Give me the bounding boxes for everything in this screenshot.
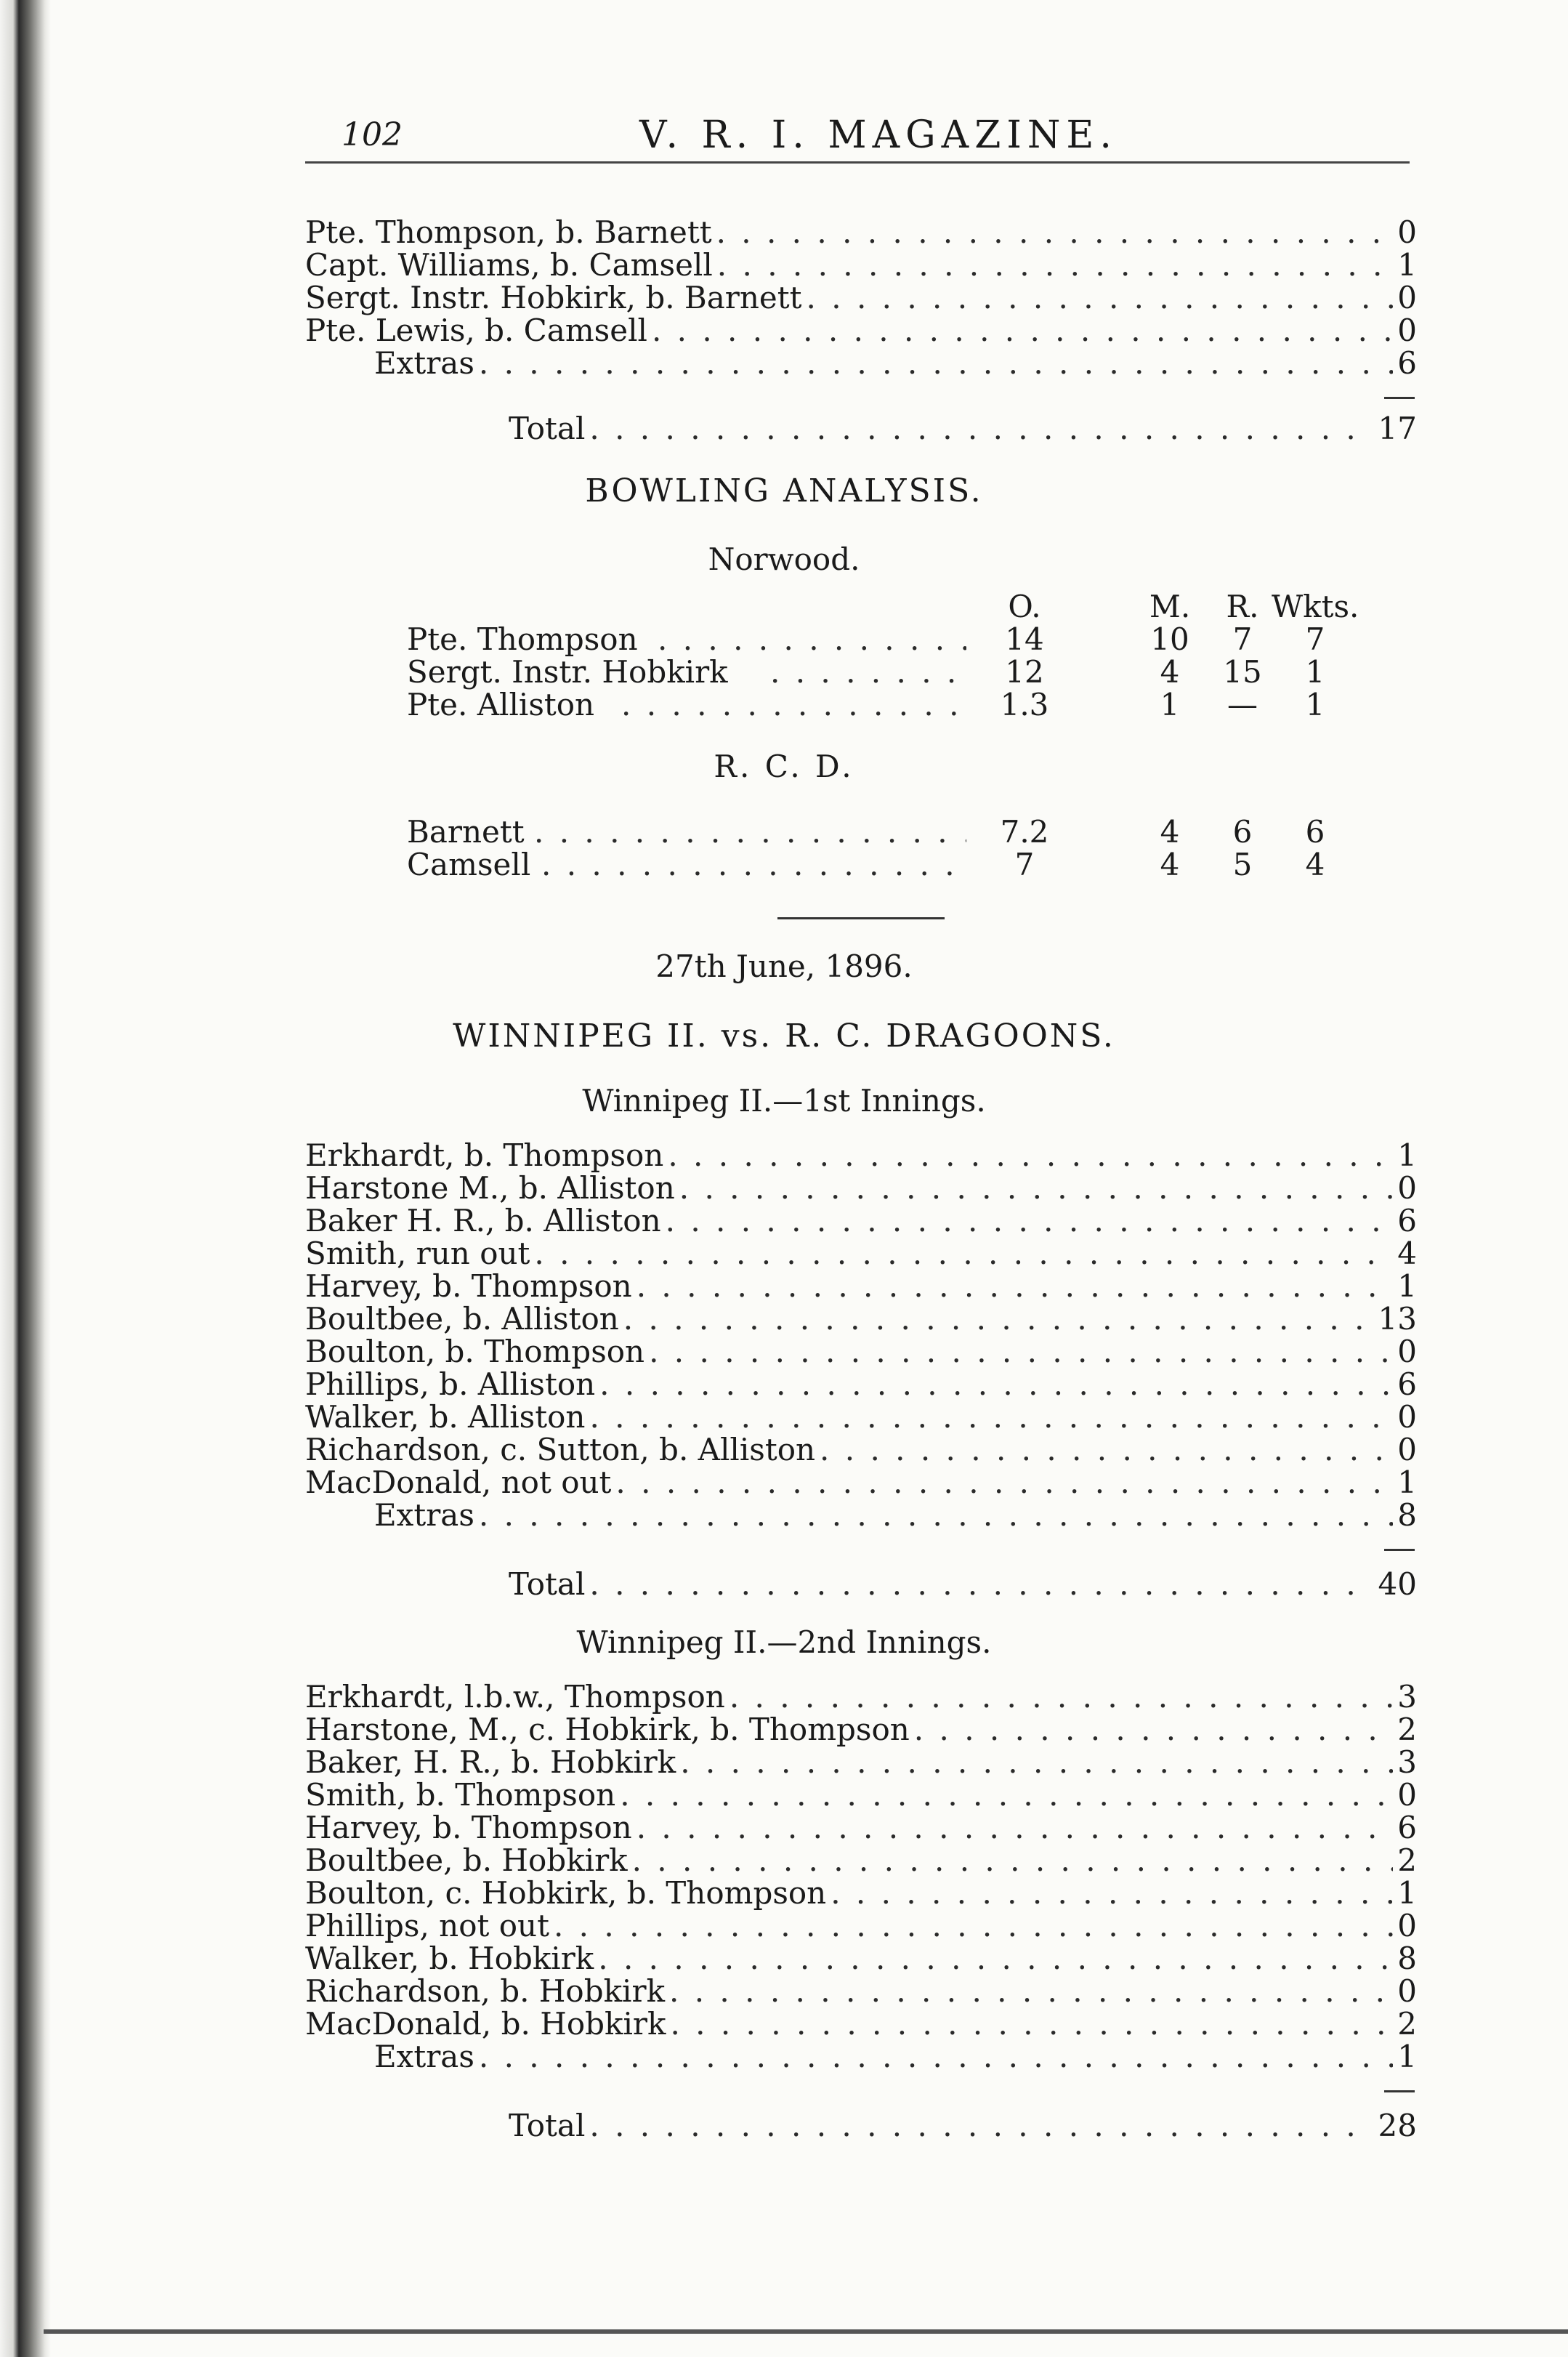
batsman-name: Phillips, not out: [305, 1908, 549, 1943]
batsman-name: Harvey, b. Thompson: [305, 1268, 632, 1304]
batsman-score: 0: [1397, 1432, 1417, 1467]
batsman-score: 6: [1397, 1366, 1417, 1402]
scorecard-row: [305, 1268, 1417, 1305]
batsman-name: Baker H. R., b. Alliston: [305, 1203, 661, 1238]
batsman-name: Boultbee, b. Alliston: [305, 1301, 619, 1337]
batsman-score: 1: [1397, 247, 1417, 283]
page-bottom-edge: [44, 2329, 1568, 2334]
batsman-name: Richardson, c. Sutton, b. Alliston: [305, 1432, 816, 1467]
page-header: [0, 109, 1568, 167]
bowler-runs: 5: [1232, 847, 1253, 882]
batsman-score: 0: [1397, 1170, 1417, 1206]
scorecard-row: [305, 1679, 1417, 1715]
scorecard-row: [305, 1842, 1417, 1879]
bowling-team-norwood: Norwood.: [708, 541, 860, 577]
bowler-row: [407, 847, 1439, 883]
bowler-wickets: 1: [1305, 687, 1325, 722]
bowling-analysis-heading: BOWLING ANALYSIS.: [585, 472, 983, 509]
scorecard-row: [305, 247, 1417, 283]
scorecard-row: [305, 1203, 1417, 1239]
batsman-score: 0: [1397, 1334, 1417, 1369]
column-header-overs: O.: [1008, 589, 1041, 624]
match-title: WINNIPEG II. vs. R. C. DRAGOONS.: [453, 1018, 1115, 1055]
batsman-score: 2: [1397, 1842, 1417, 1878]
scorecard-row: [305, 1941, 1417, 1977]
bowler-wickets: 7: [1305, 621, 1325, 657]
batsman-score: 3: [1397, 1744, 1417, 1780]
batsman-name: MacDonald, not out: [305, 1464, 612, 1500]
bowler-wickets: 6: [1305, 814, 1325, 850]
bowler-overs: 7.2: [1000, 814, 1049, 850]
batsman-score: 1: [1397, 1464, 1417, 1500]
scorecard-row: [305, 2006, 1417, 2042]
batsman-name: Erkhardt, b. Thompson: [305, 1137, 664, 1173]
extras-score: 1: [1397, 2039, 1417, 2074]
scorecard-row: [305, 1777, 1417, 1813]
batsman-name: Capt. Williams, b. Camsell: [305, 247, 713, 283]
total-label: Total: [509, 1566, 586, 1602]
total-rule: [1384, 1549, 1415, 1551]
total-rule: [1384, 397, 1415, 399]
batsman-name: MacDonald, b. Hobkirk: [305, 2006, 666, 2042]
batsman-name: Boulton, c. Hobkirk, b. Thompson: [305, 1875, 827, 1911]
scorecard-row: [305, 1464, 1417, 1501]
bowler-overs: 1.3: [1000, 687, 1049, 722]
bowler-name: Pte. Thompson: [407, 621, 638, 657]
total-label: Total: [509, 411, 586, 446]
batsman-score: 2: [1397, 1712, 1417, 1747]
scorecard-total-row: [509, 2108, 1417, 2144]
bowler-runs: 15: [1223, 654, 1262, 690]
bowler-runs: —: [1227, 687, 1258, 722]
batsman-score: 6: [1397, 1203, 1417, 1238]
batsman-score: 8: [1397, 1941, 1417, 1976]
page-number: 102: [342, 116, 403, 153]
bowler-row: [407, 621, 1439, 658]
batsman-score: 13: [1378, 1301, 1417, 1337]
scorecard-row: [305, 1432, 1417, 1468]
batsman-score: 2: [1397, 2006, 1417, 2042]
scorecard-row: [305, 1137, 1417, 1174]
scorecard-row: [305, 1712, 1417, 1748]
innings1-heading: Winnipeg II.—1st Innings.: [582, 1083, 986, 1119]
batsman-score: 0: [1397, 1777, 1417, 1813]
batsman-score: 1: [1397, 1137, 1417, 1173]
batsman-name: Richardson, b. Hobkirk: [305, 1973, 666, 2009]
batsman-score: 6: [1397, 1810, 1417, 1845]
column-header-maidens: M.: [1149, 589, 1191, 624]
running-title: V. R. I. MAGAZINE.: [639, 113, 1118, 157]
batsman-name: Harstone M., b. Alliston: [305, 1170, 675, 1206]
bowling-team-rcd: R. C. D.: [714, 749, 854, 784]
scorecard-row: [305, 1810, 1417, 1846]
batsman-name: Baker, H. R., b. Hobkirk: [305, 1744, 676, 1780]
total-score: 28: [1378, 2108, 1417, 2143]
bowler-name: Camsell: [407, 847, 531, 882]
batsman-name: Phillips, b. Alliston: [305, 1366, 596, 1402]
column-header-runs: R.: [1226, 589, 1259, 624]
batsman-name: Walker, b. Alliston: [305, 1399, 586, 1435]
bowler-row: [407, 654, 1439, 690]
batsman-score: 0: [1397, 214, 1417, 250]
column-header-wickets: Wkts.: [1272, 589, 1359, 624]
scorecard-row: [305, 1366, 1417, 1403]
batsman-score: 0: [1397, 1908, 1417, 1943]
bowler-maidens: 4: [1160, 654, 1180, 690]
scorecard-row: [305, 214, 1417, 251]
bowler-row: [407, 814, 1439, 850]
extras-label: Extras: [374, 1497, 474, 1533]
batsman-name: Boulton, b. Thompson: [305, 1334, 645, 1369]
total-label: Total: [509, 2108, 586, 2143]
innings2-heading: Winnipeg II.—2nd Innings.: [576, 1624, 992, 1660]
bowler-name: Pte. Alliston: [407, 687, 595, 722]
scorecard-row: [305, 280, 1417, 316]
bowler-overs: 12: [1005, 654, 1044, 690]
batsman-score: 0: [1397, 1399, 1417, 1435]
batsman-name: Smith, b. Thompson: [305, 1777, 616, 1813]
scorecard-row: [305, 1236, 1417, 1272]
scorecard-row: [305, 1875, 1417, 1911]
bowler-maidens: 10: [1150, 621, 1189, 657]
batsman-name: Harstone, M., c. Hobkirk, b. Thompson: [305, 1712, 910, 1747]
extras-label: Extras: [374, 345, 474, 381]
bowler-runs: 6: [1232, 814, 1253, 850]
section-divider: [777, 917, 945, 919]
bowler-runs: 7: [1232, 621, 1253, 657]
scorecard-row: [305, 1973, 1417, 2010]
bowler-row: [407, 687, 1439, 723]
scorecard-row: [305, 1744, 1417, 1781]
bowler-name: Sergt. Instr. Hobkirk: [407, 654, 728, 690]
scorecard-row: [305, 1301, 1417, 1337]
scorecard-row: [305, 1334, 1417, 1370]
batsman-score: 1: [1397, 1268, 1417, 1304]
bowler-overs: 7: [1014, 847, 1035, 882]
bowler-name: Barnett: [407, 814, 525, 850]
book-binding-edge: [0, 0, 51, 2357]
scorecard-extras-row: [374, 345, 1417, 382]
bowler-maidens: 4: [1160, 814, 1180, 850]
bowler-wickets: 4: [1305, 847, 1325, 882]
extras-score: 6: [1397, 345, 1417, 381]
scorecard-row: [305, 313, 1417, 349]
batsman-score: 0: [1397, 313, 1417, 348]
scorecard-extras-row: [374, 2039, 1417, 2075]
batsman-name: Pte. Lewis, b. Camsell: [305, 313, 647, 348]
scorecard-extras-row: [374, 1497, 1417, 1534]
batsman-name: Boultbee, b. Hobkirk: [305, 1842, 628, 1878]
extras-label: Extras: [374, 2039, 474, 2074]
match-date: 27th June, 1896.: [655, 948, 913, 984]
batsman-score: 0: [1397, 280, 1417, 315]
bowler-maidens: 1: [1160, 687, 1180, 722]
batsman-score: 4: [1397, 1236, 1417, 1271]
header-rule: [305, 161, 1410, 164]
batsman-name: Erkhardt, l.b.w., Thompson: [305, 1679, 725, 1715]
batsman-name: Pte. Thompson, b. Barnett: [305, 214, 712, 250]
total-score: 40: [1378, 1566, 1417, 1602]
bowler-overs: 14: [1005, 621, 1044, 657]
total-rule: [1384, 2090, 1415, 2092]
extras-score: 8: [1397, 1497, 1417, 1533]
batsman-score: 0: [1397, 1973, 1417, 2009]
batsman-score: 3: [1397, 1679, 1417, 1715]
batsman-name: Sergt. Instr. Hobkirk, b. Barnett: [305, 280, 802, 315]
bowler-wickets: 1: [1305, 654, 1325, 690]
bowler-maidens: 4: [1160, 847, 1180, 882]
scorecard-total-row: [509, 411, 1417, 447]
batsman-name: Harvey, b. Thompson: [305, 1810, 632, 1845]
scorecard-row: [305, 1908, 1417, 1944]
scorecard-row: [305, 1399, 1417, 1435]
scorecard-total-row: [509, 1566, 1417, 1603]
batsman-score: 1: [1397, 1875, 1417, 1911]
scorecard-row: [305, 1170, 1417, 1206]
batsman-name: Walker, b. Hobkirk: [305, 1941, 594, 1976]
total-score: 17: [1378, 411, 1417, 446]
batsman-name: Smith, run out: [305, 1236, 530, 1271]
